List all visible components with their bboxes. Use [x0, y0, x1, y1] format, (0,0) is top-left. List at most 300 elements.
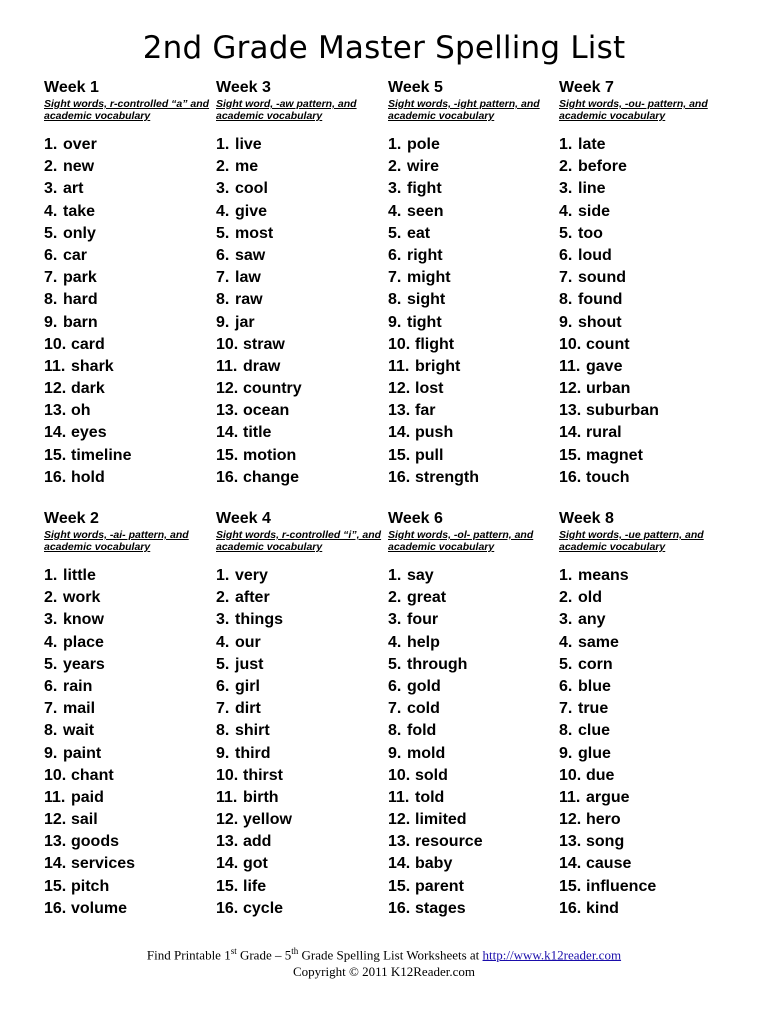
- word-item: [44, 178, 214, 200]
- word-text: glue: [578, 744, 611, 762]
- word-number: 16.: [388, 468, 411, 486]
- word-text: gave: [586, 357, 623, 375]
- word-number: 11.: [216, 788, 238, 806]
- word-number: 13.: [44, 833, 67, 851]
- word-text: saw: [235, 246, 266, 264]
- word-item: [44, 876, 214, 898]
- word-item: [216, 787, 386, 809]
- word-text: hold: [71, 468, 105, 486]
- week-title: Week 7: [559, 79, 614, 96]
- word-item: [559, 876, 729, 898]
- word-number: 12.: [559, 811, 582, 829]
- word-text: resource: [415, 833, 483, 851]
- word-number: 1.: [388, 567, 402, 584]
- word-number: 14.: [44, 424, 67, 442]
- word-text: suburban: [586, 402, 659, 420]
- word-number: 6.: [388, 246, 402, 264]
- week-block: [559, 79, 729, 489]
- word-text: hard: [63, 291, 98, 309]
- word-text: live: [235, 136, 262, 153]
- word-text: card: [71, 335, 105, 353]
- word-item: [44, 587, 214, 609]
- word-number: 7.: [44, 700, 58, 718]
- word-item: [388, 587, 558, 609]
- word-text: thirst: [243, 766, 283, 784]
- word-item: [216, 422, 386, 444]
- word-text: side: [578, 202, 611, 220]
- word-text: found: [578, 291, 623, 309]
- word-number: 11.: [44, 357, 66, 375]
- word-text: mail: [63, 700, 96, 718]
- word-text: cycle: [243, 899, 284, 917]
- word-number: 3.: [559, 611, 573, 629]
- word-item: [388, 876, 558, 898]
- word-number: 1.: [216, 136, 230, 153]
- week-title: Week 8: [559, 510, 614, 527]
- word-item: [216, 698, 386, 720]
- week-title: Week 4: [216, 510, 271, 527]
- word-number: 2.: [559, 158, 573, 176]
- word-number: 9.: [216, 313, 230, 331]
- word-item: [559, 201, 729, 223]
- word-number: 12.: [44, 811, 67, 829]
- word-text: strength: [415, 468, 479, 486]
- footer-line: [0, 946, 768, 963]
- word-text: baby: [415, 855, 453, 873]
- word-text: touch: [586, 468, 630, 486]
- word-text: line: [578, 180, 606, 198]
- word-number: 8.: [559, 291, 573, 309]
- word-text: gold: [407, 677, 441, 695]
- word-number: 6.: [388, 677, 402, 695]
- word-text: give: [235, 202, 268, 220]
- page-title: 2nd Grade Master Spelling List: [142, 30, 626, 66]
- word-item: [216, 289, 386, 311]
- word-text: mold: [407, 744, 446, 762]
- word-text: new: [63, 158, 95, 176]
- word-item: [44, 743, 214, 765]
- word-item: [388, 445, 558, 467]
- word-text: limited: [415, 811, 467, 829]
- word-text: means: [578, 567, 629, 584]
- word-item: [388, 676, 558, 698]
- word-text: art: [63, 180, 84, 198]
- word-text: third: [235, 744, 271, 762]
- word-item: [388, 178, 558, 200]
- word-number: 16.: [388, 899, 411, 917]
- word-item: [559, 422, 729, 444]
- word-item: [44, 809, 214, 831]
- word-number: 5.: [388, 224, 402, 242]
- word-number: 4.: [559, 202, 573, 220]
- word-item: [44, 400, 214, 422]
- week-subtitle: Sight words, -ai- pattern, and academic vocabulary: [44, 529, 189, 553]
- word-text: shout: [578, 313, 622, 331]
- word-text: fold: [407, 722, 437, 740]
- word-number: 10.: [388, 335, 411, 353]
- word-item: [559, 156, 729, 178]
- word-text: argue: [586, 788, 630, 806]
- word-number: 14.: [559, 424, 582, 442]
- word-item: [216, 743, 386, 765]
- word-number: 10.: [559, 766, 582, 784]
- word-number: 6.: [44, 677, 58, 695]
- word-text: through: [407, 655, 468, 673]
- word-item: [216, 334, 386, 356]
- word-text: shirt: [235, 722, 270, 740]
- word-number: 12.: [44, 380, 67, 398]
- word-number: 9.: [388, 313, 402, 331]
- word-number: 14.: [388, 424, 411, 442]
- word-item: [388, 765, 558, 787]
- word-text: title: [243, 424, 272, 442]
- word-number: 2.: [44, 158, 58, 176]
- word-text: late: [578, 136, 606, 153]
- word-text: four: [407, 611, 439, 629]
- word-list: [559, 565, 729, 920]
- word-number: 12.: [216, 380, 239, 398]
- word-text: dark: [71, 380, 105, 398]
- word-text: things: [235, 611, 283, 629]
- word-text: very: [235, 567, 268, 584]
- word-item: [559, 400, 729, 422]
- word-number: 9.: [216, 744, 230, 762]
- word-number: 3.: [388, 611, 402, 629]
- word-number: 4.: [388, 202, 402, 220]
- word-text: pitch: [71, 877, 110, 895]
- word-number: 2.: [559, 589, 573, 607]
- word-text: great: [407, 589, 447, 607]
- word-item: [216, 632, 386, 654]
- word-number: 7.: [559, 700, 573, 718]
- word-item: [216, 765, 386, 787]
- word-text: due: [586, 766, 615, 784]
- word-text: bright: [415, 357, 461, 375]
- word-number: 8.: [388, 291, 402, 309]
- word-text: life: [243, 877, 267, 895]
- word-number: 14.: [216, 424, 239, 442]
- word-number: 15.: [44, 877, 67, 895]
- word-list: [388, 134, 558, 489]
- word-text: straw: [243, 335, 285, 353]
- word-item: [559, 378, 729, 400]
- word-item: [216, 378, 386, 400]
- word-item: [388, 467, 558, 489]
- word-number: 15.: [44, 446, 67, 464]
- word-number: 16.: [559, 899, 582, 917]
- word-text: just: [235, 655, 264, 673]
- word-item: [44, 223, 214, 245]
- word-text: seen: [407, 202, 444, 220]
- word-number: 5.: [559, 224, 573, 242]
- word-item: [559, 312, 729, 334]
- word-item: [559, 787, 729, 809]
- word-item: [559, 245, 729, 267]
- word-text: say: [407, 567, 434, 584]
- word-item: [216, 245, 386, 267]
- word-item: [44, 422, 214, 444]
- word-text: ocean: [243, 402, 290, 420]
- word-item: [559, 289, 729, 311]
- week-block: [44, 79, 214, 489]
- word-item: [44, 831, 214, 853]
- word-text: years: [63, 655, 105, 673]
- word-text: rural: [586, 424, 622, 442]
- week-block: [216, 79, 386, 489]
- word-item: [388, 422, 558, 444]
- word-list: [44, 565, 214, 920]
- word-number: 5.: [216, 655, 230, 673]
- word-text: yellow: [243, 811, 292, 829]
- word-number: 11.: [559, 357, 581, 375]
- word-item: [216, 609, 386, 631]
- word-text: change: [243, 468, 300, 486]
- word-number: 5.: [216, 224, 230, 242]
- word-number: 10.: [44, 335, 67, 353]
- week-block: [388, 510, 558, 920]
- word-item: [559, 632, 729, 654]
- week-block: [44, 510, 214, 920]
- word-item: [216, 156, 386, 178]
- word-text: paid: [71, 788, 104, 806]
- word-number: 2.: [388, 158, 402, 176]
- word-text: urban: [586, 380, 631, 398]
- week-subtitle: Sight words, -ou- pattern, and academic vocabulary: [559, 98, 708, 122]
- word-text: might: [407, 269, 451, 287]
- word-item: [216, 676, 386, 698]
- word-item: [388, 698, 558, 720]
- word-text: me: [235, 158, 259, 176]
- word-item: [216, 853, 386, 875]
- word-text: dirt: [235, 700, 261, 718]
- word-number: 8.: [216, 722, 230, 740]
- word-item: [559, 134, 729, 156]
- word-item: [559, 809, 729, 831]
- word-text: know: [63, 611, 104, 629]
- word-number: 4.: [388, 633, 402, 651]
- word-text: help: [407, 633, 440, 651]
- word-number: 14.: [44, 855, 67, 873]
- footer-text-mid: Grade – 5: [236, 947, 292, 963]
- word-number: 6.: [44, 246, 58, 264]
- word-text: fight: [407, 180, 442, 198]
- word-text: place: [63, 633, 104, 651]
- word-number: 15.: [559, 877, 582, 895]
- word-number: 16.: [216, 468, 239, 486]
- word-item: [388, 654, 558, 676]
- word-item: [388, 831, 558, 853]
- word-text: sail: [71, 811, 98, 829]
- word-item: [388, 201, 558, 223]
- word-text: birth: [243, 788, 279, 806]
- word-item: [388, 720, 558, 742]
- week-block: [388, 79, 558, 489]
- word-text: song: [586, 833, 625, 851]
- word-item: [44, 698, 214, 720]
- word-item: [559, 831, 729, 853]
- word-text: eyes: [71, 424, 107, 442]
- week-subtitle: Sight words, -ol- pattern, and academic vocabulary: [388, 529, 534, 553]
- word-item: [216, 134, 386, 156]
- word-number: 6.: [559, 246, 573, 264]
- word-item: [44, 787, 214, 809]
- word-item: [559, 609, 729, 631]
- word-number: 1.: [559, 567, 573, 584]
- word-text: draw: [243, 357, 281, 375]
- word-number: 8.: [44, 722, 58, 740]
- word-text: count: [586, 335, 630, 353]
- word-number: 14.: [559, 855, 582, 873]
- word-number: 11.: [388, 357, 410, 375]
- word-text: loud: [578, 246, 612, 264]
- word-text: volume: [71, 899, 128, 917]
- word-text: girl: [235, 677, 260, 695]
- week-subtitle: Sight word, -aw pattern, and academic vocabulary: [216, 98, 357, 122]
- word-number: 13.: [216, 833, 239, 851]
- word-number: 3.: [216, 611, 230, 629]
- word-text: got: [243, 855, 268, 873]
- word-text: cold: [407, 700, 440, 718]
- word-number: 7.: [216, 269, 230, 287]
- word-number: 6.: [559, 677, 573, 695]
- word-number: 1.: [44, 567, 58, 584]
- word-text: influence: [586, 877, 657, 895]
- word-item: [216, 400, 386, 422]
- word-number: 7.: [216, 700, 230, 718]
- copyright: Copyright © 2011 K12Reader.com: [293, 964, 475, 979]
- week-subtitle: Sight words, r-controlled “i”, and academic vocabulary: [216, 529, 382, 553]
- word-text: corn: [578, 655, 613, 673]
- week-title: Week 2: [44, 510, 99, 527]
- word-list: [44, 134, 214, 489]
- word-item: [388, 632, 558, 654]
- word-text: chant: [71, 766, 114, 784]
- word-number: 7.: [44, 269, 58, 287]
- word-item: [216, 467, 386, 489]
- word-text: cause: [586, 855, 632, 873]
- word-text: hero: [586, 811, 621, 829]
- word-text: sight: [407, 291, 446, 309]
- word-text: any: [578, 611, 606, 629]
- footer-sup-st: st: [230, 946, 237, 956]
- word-text: raw: [235, 291, 263, 309]
- word-text: wait: [63, 722, 95, 740]
- word-number: 3.: [44, 180, 58, 198]
- word-list: [559, 134, 729, 489]
- word-item: [388, 289, 558, 311]
- word-item: [559, 334, 729, 356]
- word-text: motion: [243, 446, 297, 464]
- word-list: [216, 134, 386, 489]
- word-item: [388, 743, 558, 765]
- week-subtitle: Sight words, r-controlled “a” and academic vocabulary: [44, 98, 210, 122]
- week-subtitle: Sight words, -ight pattern, and academic vocabulary: [388, 98, 540, 122]
- word-number: 15.: [388, 446, 411, 464]
- word-number: 12.: [388, 811, 411, 829]
- word-number: 2.: [216, 158, 230, 176]
- word-number: 3.: [44, 611, 58, 629]
- word-number: 1.: [388, 136, 402, 153]
- word-number: 4.: [44, 633, 58, 651]
- word-item: [388, 156, 558, 178]
- word-item: [559, 267, 729, 289]
- word-text: true: [578, 700, 609, 718]
- word-number: 9.: [44, 313, 58, 331]
- word-text: sold: [415, 766, 448, 784]
- word-number: 7.: [388, 269, 402, 287]
- word-number: 13.: [216, 402, 239, 420]
- week-title: Week 6: [388, 510, 443, 527]
- word-number: 9.: [44, 744, 58, 762]
- word-item: [44, 898, 214, 920]
- word-item: [216, 587, 386, 609]
- week-title: Week 1: [44, 79, 99, 96]
- word-item: [44, 445, 214, 467]
- word-number: 1.: [559, 136, 573, 153]
- footer-sup-th: th: [291, 946, 299, 956]
- word-item: [388, 400, 558, 422]
- word-text: flight: [415, 335, 455, 353]
- word-item: [216, 565, 386, 587]
- word-item: [216, 809, 386, 831]
- word-text: old: [578, 589, 602, 607]
- word-text: push: [415, 424, 454, 442]
- word-item: [44, 267, 214, 289]
- word-item: [216, 876, 386, 898]
- word-item: [216, 223, 386, 245]
- word-item: [559, 698, 729, 720]
- word-number: 16.: [44, 899, 67, 917]
- word-text: shark: [71, 357, 114, 375]
- word-text: cool: [235, 180, 268, 198]
- word-item: [388, 565, 558, 587]
- word-number: 10.: [388, 766, 411, 784]
- word-item: [44, 654, 214, 676]
- word-text: too: [578, 224, 603, 242]
- word-text: told: [415, 788, 445, 806]
- word-item: [44, 134, 214, 156]
- word-number: 8.: [44, 291, 58, 309]
- word-text: parent: [415, 877, 464, 895]
- word-item: [388, 223, 558, 245]
- word-item: [44, 720, 214, 742]
- word-text: most: [235, 224, 274, 242]
- word-item: [559, 720, 729, 742]
- word-text: barn: [63, 313, 98, 331]
- k12reader-link[interactable]: http://www.k12reader.com: [482, 947, 622, 963]
- word-item: [216, 267, 386, 289]
- word-number: 14.: [388, 855, 411, 873]
- word-number: 3.: [559, 180, 573, 198]
- word-text: only: [63, 224, 96, 242]
- word-item: [216, 356, 386, 378]
- word-list: [388, 565, 558, 920]
- word-text: country: [243, 380, 302, 398]
- word-number: 6.: [216, 246, 230, 264]
- word-item: [44, 245, 214, 267]
- word-item: [44, 201, 214, 223]
- word-number: 13.: [388, 833, 411, 851]
- word-text: pull: [415, 446, 444, 464]
- word-text: oh: [71, 402, 91, 420]
- word-number: 5.: [388, 655, 402, 673]
- word-text: goods: [71, 833, 119, 851]
- word-number: 8.: [388, 722, 402, 740]
- word-number: 8.: [559, 722, 573, 740]
- word-text: eat: [407, 224, 431, 242]
- word-number: 2.: [44, 589, 58, 607]
- word-item: [44, 467, 214, 489]
